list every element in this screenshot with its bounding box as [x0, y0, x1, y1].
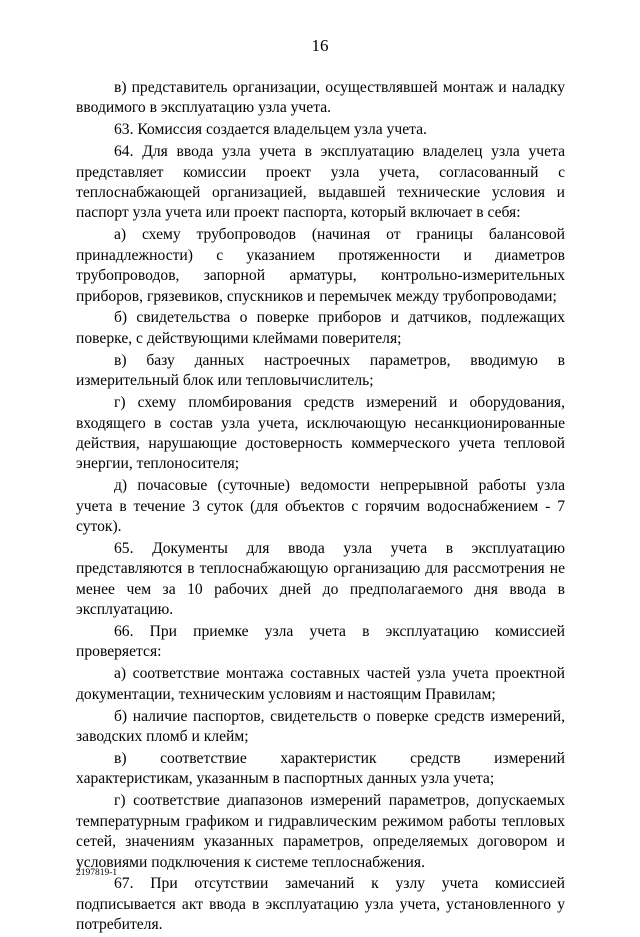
paragraph-64-d: д) почасовые (суточные) ведомости непрерывной работы узла учета в течение 3 суток (для объектов с горячим водоснабжением - 7 суток).: [76, 477, 565, 536]
paragraph-66-a: а) соответствие монтажа составных частей узла учета проектной документации, техническим условиям и настоящим Правилам;: [76, 665, 565, 703]
paragraph-66-b: б) наличие паспортов, свидетельств о поверке средств измерений, заводских пломб и клейм;: [76, 707, 565, 746]
document-code: 2197819-1: [76, 868, 118, 878]
paragraph-67: 67. При отсутствии замечаний к узлу учета комиссией подписывается акт ввода в эксплуатацию узла учета, установленного у потребителя.: [76, 875, 565, 934]
paragraph-63: 63. Комиссия создается владельцем узла учета.: [114, 121, 427, 139]
paragraph-item-v-representative: в) представитель организации, осуществлявшей монтаж и наладку вводимого в эксплуатацию узла учета.: [76, 79, 565, 117]
paragraph-64-b: б) свидетельства о поверке приборов и датчиков, подлежащих поверке, с действующими клеймами поверителя;: [76, 309, 565, 347]
paragraph-66-g: г) соответствие диапазонов измерений параметров, допускаемых температурным графиком и гидравлическим режимом работы тепловых сетей, значениям указанных параметров, определяемых договором и условиями подключения к системе теплоснабжения.: [76, 792, 565, 871]
paragraph-66-v: в) соответствие характеристик средств измерений характеристикам, указанным в паспортных данных узла учета;: [76, 750, 565, 788]
paragraph-64-a: а) схему трубопроводов (начиная от границы балансовой принадлежности) с указанием протяженности и диаметров трубопроводов, запорной арматуры, контрольно-измерительных приборов, грязевиков, спускников и перемычек между трубопроводами;: [76, 226, 565, 305]
document-body: [76, 78, 565, 937]
paragraph-66: 66. При приемке узла учета в эксплуатацию комиссией проверяется:: [76, 623, 565, 661]
paragraph-65: 65. Документы для ввода узла учета в эксплуатацию представляются в теплоснабжающую организацию для рассмотрения не менее чем за 10 рабочих дней до предполагаемого дня ввода в эксплуатацию.: [76, 539, 565, 619]
paragraph-64: 64. Для ввода узла учета в эксплуатацию владелец узла учета представляет комиссии проект узла учета, согласованный с теплоснабжающей организацией, выдавшей технические условия и паспорт узла учета или проект паспорта, который включает в себя:: [76, 143, 565, 222]
paragraph-64-v: в) базу данных настроечных параметров, вводимую в измерительный блок или тепловычислитель;: [76, 351, 565, 390]
paragraph-64-g: г) схему пломбирования средств измерений и оборудования, входящего в состав узла учета, исключающую несанкционированные действия, нарушающие достоверность коммерческого учета тепловой энергии, теплоносителя;: [76, 394, 565, 473]
page-number: 16: [311, 36, 329, 55]
